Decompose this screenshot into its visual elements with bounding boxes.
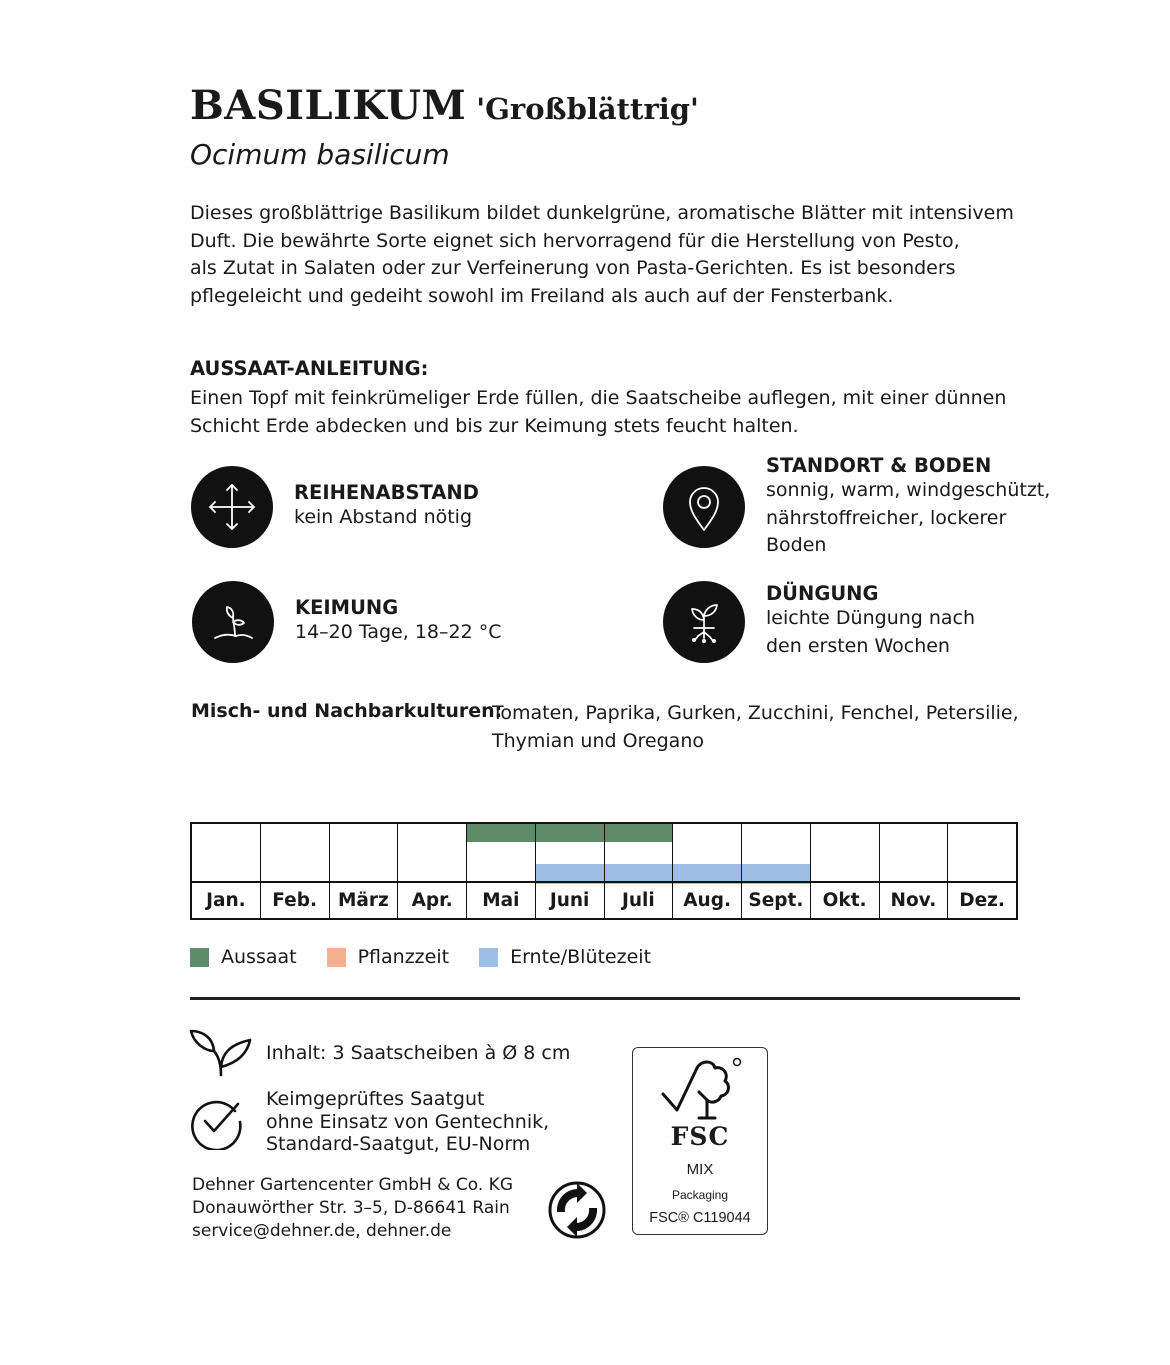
sowing-calendar: [190, 822, 1018, 920]
quality-line: Keimgeprüftes Saatgut: [266, 1088, 485, 1110]
product-variety: 'Großblättrig': [476, 92, 699, 126]
month-label: Juli: [605, 881, 673, 918]
calendar-legend: [190, 946, 681, 968]
month-label: Okt.: [811, 881, 879, 918]
calendar-month: [192, 824, 261, 918]
legend-item-planting: [327, 946, 449, 968]
description-line: pflegeleicht und gedeiht sowohl im Freiland als auch auf der Fensterbank.: [190, 284, 894, 307]
legend-swatch: [479, 948, 498, 967]
sowing-bar: [605, 824, 673, 842]
month-label: Aug.: [673, 881, 741, 918]
calendar-month: [811, 824, 880, 918]
location-heading: STANDORT & BODEN: [766, 454, 992, 477]
companion-line: Tomaten, Paprika, Gurken, Zucchini, Fenchel, Petersilie,: [492, 702, 1019, 724]
sowing-bar: [536, 824, 604, 842]
location-text: nährstoffreicher, lockerer: [766, 506, 1007, 529]
legend-item-sowing: [190, 946, 297, 968]
plant-roots-icon: [663, 581, 745, 663]
calendar-month: [880, 824, 949, 918]
fsc-packaging: Packaging: [671, 1188, 729, 1202]
description-line: als Zutat in Salaten oder zur Verfeinerung von Pasta-Gerichten. Es ist besonders: [190, 257, 956, 279]
month-label: Mai: [467, 881, 535, 918]
legend-label: Ernte/Blütezeit: [510, 946, 652, 968]
calendar-month: [742, 824, 811, 918]
sowing-line: Schicht Erde abdecken und bis zur Keimung stets feucht halten.: [190, 414, 799, 437]
calendar-month: [398, 824, 467, 918]
description-line: Duft. Die bewährte Sorte eignet sich hervorragend für die Herstellung von Pesto,: [190, 229, 960, 252]
legend-item-harvest: [479, 946, 651, 968]
sowing-heading: AUSSAAT-ANLEITUNG:: [190, 357, 429, 380]
location-info: [766, 454, 1050, 560]
leaves-icon: [188, 1027, 254, 1079]
germination-heading: KEIMUNG: [295, 596, 399, 619]
spacing-heading: REIHENABSTAND: [294, 481, 479, 504]
companion-label: Misch- und Nachbarkulturen:: [191, 700, 503, 722]
companion-line: Thymian und Oregano: [492, 729, 704, 752]
calendar-month: [948, 824, 1016, 918]
company-address: [192, 1174, 513, 1243]
month-label: Dez.: [948, 881, 1016, 918]
fertilizing-info: [766, 582, 975, 660]
description-line: Dieses großblättrige Basilikum bildet dunkelgrüne, aromatische Blätter mit intensivem: [190, 202, 1014, 224]
product-title: [190, 82, 699, 129]
fsc-code: FSC® C119044: [649, 1210, 751, 1226]
month-label: Sept.: [742, 881, 810, 918]
arrows-move-icon: [191, 466, 273, 548]
month-label: Juni: [536, 881, 604, 918]
company-line: Dehner Gartencenter GmbH & Co. KG: [192, 1175, 513, 1195]
month-label: Nov.: [880, 881, 948, 918]
month-label: März: [330, 881, 398, 918]
month-label: Feb.: [261, 881, 329, 918]
quality-line: ohne Einsatz von Gentechnik,: [266, 1110, 550, 1133]
seedling-icon: [192, 581, 274, 663]
month-label: Apr.: [398, 881, 466, 918]
fertilizing-heading: DÜNGUNG: [766, 582, 879, 605]
fsc-tree-icon: [659, 1056, 743, 1124]
fsc-label: [632, 1047, 768, 1235]
location-pin-icon: [663, 466, 745, 548]
fertilizing-text: leichte Düngung nach: [766, 607, 976, 629]
sowing-bar: [467, 824, 535, 842]
month-label: Jan.: [192, 881, 260, 918]
company-line: Donauwörther Str. 3–5, D-86641 Rain: [192, 1198, 510, 1218]
germination-text: 14–20 Tage, 18–22 °C: [295, 621, 502, 643]
legend-swatch: [327, 948, 346, 967]
legend-label: Pflanzzeit: [357, 946, 450, 968]
legend-swatch: [190, 948, 209, 967]
spacing-info: [294, 481, 479, 532]
calendar-month: [467, 824, 536, 918]
calendar-month: [330, 824, 399, 918]
legend-label: Aussaat: [221, 946, 297, 968]
calendar-month: [261, 824, 330, 918]
location-text: sonnig, warm, windgeschützt,: [766, 479, 1051, 501]
product-name: BASILIKUM: [190, 82, 467, 129]
contents-text: Inhalt: 3 Saatscheiben à Ø 8 cm: [266, 1042, 571, 1064]
sowing-text: [190, 385, 1006, 440]
spacing-text: kein Abstand nötig: [294, 506, 473, 528]
quality-line: Standard-Saatgut, EU-Norm: [266, 1133, 531, 1155]
germination-info: [295, 596, 502, 647]
calendar-month: [605, 824, 674, 918]
calendar-month: [673, 824, 742, 918]
quality-text: [266, 1088, 549, 1156]
divider: [190, 997, 1020, 1000]
calendar-month: [536, 824, 605, 918]
product-description: [190, 200, 1020, 310]
fertilizing-text: den ersten Wochen: [766, 634, 950, 657]
fsc-mix: MIX: [686, 1161, 714, 1178]
companion-values: [492, 700, 1019, 755]
company-line: service@dehner.de, dehner.de: [192, 1221, 452, 1241]
green-dot-icon: [548, 1181, 606, 1239]
latin-name: Ocimum basilicum: [190, 138, 450, 171]
fsc-word: FSC: [670, 1122, 730, 1151]
location-text: Boden: [766, 534, 827, 556]
sowing-line: Einen Topf mit feinkrümeliger Erde füllen, die Saatscheibe auflegen, mit einer dünnen: [190, 387, 1007, 409]
check-circle-icon: [189, 1094, 245, 1150]
